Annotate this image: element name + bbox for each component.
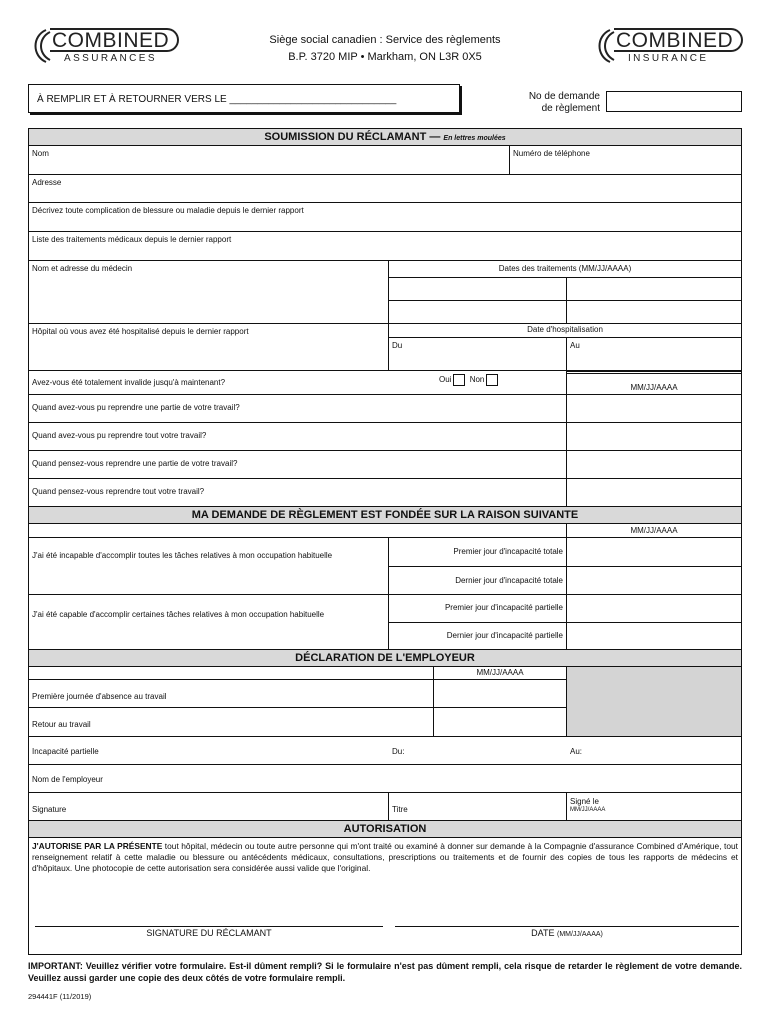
partial-resumed-date-input[interactable]: [567, 395, 741, 422]
return-to-work-label: Retour au travail: [29, 708, 434, 736]
disabled-question-label: Avez-vous été totalement invalide jusqu'à maintenant?: [32, 378, 226, 387]
address-field[interactable]: [29, 175, 741, 202]
authorization-block: [29, 838, 741, 954]
authorization-lead: J'AUTORISE PAR LA PRÉSENTE: [32, 841, 163, 851]
treatment-dates-header: Dates des traitements (MM/JJ/AAAA): [389, 261, 741, 278]
reason-date-format: MM/JJ/AAAA: [630, 526, 678, 535]
employer-name-label: Nom de l'employeur: [32, 775, 103, 784]
partial-to-label: Au:: [570, 747, 583, 756]
logo-sub-text: INSURANCE: [628, 53, 709, 64]
partial-last-date-input[interactable]: [567, 623, 741, 650]
treatment-date-input[interactable]: [567, 278, 741, 300]
hq-line-2: B.P. 3720 MIP • Markham, ON L3R 0X5: [288, 51, 482, 63]
authorization-body: tout hôpital, médecin ou toute autre personne qui m'ont traité ou examiné à donner sur demande à la Compagnie d'assurance Combined d'Amérique, tout renseignement relatif à cette maladie ou blessure ou antécédents médicaux, consultations, prescriptions ou traitements et de fournir des copies de tous les rapports de médecins et d'hôpitaux. Une photocopie de cette autorisation sera considérée aussi valide que l'original.: [32, 841, 738, 873]
partial-first-date-input[interactable]: [567, 595, 741, 622]
no-checkbox[interactable]: [486, 374, 498, 386]
hospital-from-label: Du: [392, 341, 403, 350]
yes-no-group: [439, 374, 500, 386]
claimant-signature-caption: SIGNATURE DU RÉCLAMANT: [146, 928, 272, 938]
partial-incapacity-text: J'ai été capable d'accomplir certaines tâches relatives à mon occupation habituelle: [29, 595, 389, 649]
yes-checkbox[interactable]: [453, 374, 465, 386]
partial-resumed-question: Quand avez-vous pu reprendre une partie de votre travail?: [29, 395, 567, 422]
total-first-date-input[interactable]: [567, 538, 741, 566]
partial-to-field[interactable]: [567, 737, 741, 764]
partial-plan-date-input[interactable]: [567, 451, 741, 478]
authorization-section-title: AUTORISATION: [29, 821, 741, 838]
signed-on-format: MM/JJ/AAAA: [570, 807, 606, 813]
disabled-question: [29, 371, 567, 394]
partial-incapacity-label: Incapacité partielle: [32, 747, 99, 756]
complication-label: Décrivez toute complication de blessure ou maladie depuis le dernier rapport: [32, 206, 304, 215]
employer-title-label: Titre: [392, 805, 408, 814]
swoosh-icon: [590, 28, 616, 64]
hospital-field[interactable]: [29, 324, 389, 370]
claim-number-label: [500, 91, 600, 115]
form-number: 294441F (11/2019): [28, 992, 92, 1001]
partial-first-label: Premier jour d'incapacité partielle: [389, 595, 567, 622]
date-caption-text: DATE: [531, 928, 555, 938]
claim-date-line[interactable]: [395, 926, 739, 927]
claimant-title-text: SOUMISSION DU RÉCLAMANT —: [264, 131, 444, 143]
name-label: Nom: [32, 149, 49, 158]
hospital-from-field[interactable]: [389, 338, 567, 370]
logo-brand-text: COMBINED: [614, 28, 743, 52]
treatment-date-input[interactable]: [389, 278, 567, 300]
reason-spacer: [29, 524, 567, 537]
total-first-label: Premier jour d'incapacité totale: [389, 538, 567, 566]
total-incapacity-text: J'ai été incapable d'accomplir toutes les tâches relatives à mon occupation habituelle: [29, 538, 389, 594]
hospital-date-header: Date d'hospitalisation: [389, 324, 741, 338]
employer-signature-label: Signature: [32, 805, 67, 814]
claim-number-input[interactable]: [606, 91, 742, 112]
employer-section-title: DÉCLARATION DE L'EMPLOYEUR: [29, 650, 741, 667]
doctor-field[interactable]: [29, 261, 389, 323]
logo-sub-text: ASSURANCES: [64, 53, 157, 64]
employer-title-field[interactable]: [389, 793, 567, 820]
full-resumed-question: Quand avez-vous pu reprendre tout votre travail?: [29, 423, 567, 450]
hospital-to-field[interactable]: [567, 338, 741, 370]
claimant-title-note: En lettres moulées: [443, 135, 506, 142]
claim-date-caption: [395, 928, 739, 938]
total-last-label: Dernier jour d'incapacité totale: [389, 567, 567, 595]
partial-last-label: Dernier jour d'incapacité partielle: [389, 623, 567, 650]
swoosh-icon: [26, 28, 52, 64]
full-resumed-date-input[interactable]: [567, 423, 741, 450]
reason-section-title: MA DEMANDE DE RÈGLEMENT EST FONDÉE SUR LA RAISON SUIVANTE: [29, 507, 741, 524]
complication-field[interactable]: [29, 203, 741, 231]
phone-label: Numéro de téléphone: [513, 149, 590, 158]
treatment-date-input[interactable]: [389, 301, 567, 323]
treatments-field[interactable]: [29, 232, 741, 260]
first-absence-label: Première journée d'absence au travail: [29, 680, 434, 707]
claimant-section-title: [29, 129, 741, 146]
claim-number-label-line2: de règlement: [541, 103, 600, 114]
name-field[interactable]: [29, 146, 510, 174]
return-to-work-date-input[interactable]: [434, 708, 566, 736]
partial-from-field[interactable]: [389, 737, 567, 764]
employer-shaded-area: [567, 667, 741, 736]
doctor-label: Nom et adresse du médecin: [32, 264, 133, 273]
first-absence-date-input[interactable]: [434, 680, 566, 707]
full-plan-question: Quand pensez-vous reprendre tout votre travail?: [29, 479, 567, 506]
claimant-signature-line[interactable]: [35, 926, 383, 927]
combined-assurances-logo: [26, 28, 179, 62]
hospital-to-label: Au: [570, 341, 580, 350]
logo-brand-text: COMBINED: [50, 28, 179, 52]
partial-plan-question: Quand pensez-vous reprendre une partie de votre travail?: [29, 451, 567, 478]
partial-from-label: Du:: [392, 747, 405, 756]
claim-form: [28, 128, 742, 955]
address-label: Adresse: [32, 178, 62, 187]
employer-signature-field[interactable]: [29, 793, 389, 820]
hq-line-1: Siège social canadien : Service des règlements: [269, 34, 501, 46]
full-plan-date-input[interactable]: [567, 479, 741, 506]
combined-insurance-logo: [590, 28, 743, 62]
employer-date-format: MM/JJ/AAAA: [476, 668, 524, 677]
important-notice: IMPORTANT: Veuillez vérifier votre formulaire. Est-il dûment rempli? Si le formulaire n'est pas dûment rempli, cela risque de retarder le règlement de votre demande. Veuillez aussi garder une copie des deux côtés de votre formulaire rempli.: [28, 961, 742, 983]
no-label: Non: [469, 375, 485, 385]
signed-on-field[interactable]: [567, 793, 741, 820]
phone-field[interactable]: [510, 146, 741, 174]
treatment-date-input[interactable]: [567, 301, 741, 323]
return-by-field[interactable]: À REMPLIR ET À RETOURNER VERS LE ______________________________: [28, 84, 460, 113]
employer-spacer: [29, 667, 434, 679]
treatments-label: Liste des traitements médicaux depuis le dernier rapport: [32, 235, 232, 244]
head-office-address: [250, 32, 520, 66]
authorization-text: [29, 838, 741, 874]
claim-number-label-line1: No de demande: [528, 91, 600, 102]
yes-label: Oui: [439, 375, 452, 385]
signed-on-label: Signé le: [570, 797, 599, 806]
hospital-label: Hôpital où vous avez été hospitalisé depuis le dernier rapport: [32, 327, 249, 336]
date-format-header: MM/JJ/AAAA: [567, 371, 741, 394]
total-last-date-input[interactable]: [567, 567, 741, 595]
employer-name-field[interactable]: [29, 765, 741, 792]
date-caption-format: (MM/JJ/AAAA): [556, 931, 603, 938]
